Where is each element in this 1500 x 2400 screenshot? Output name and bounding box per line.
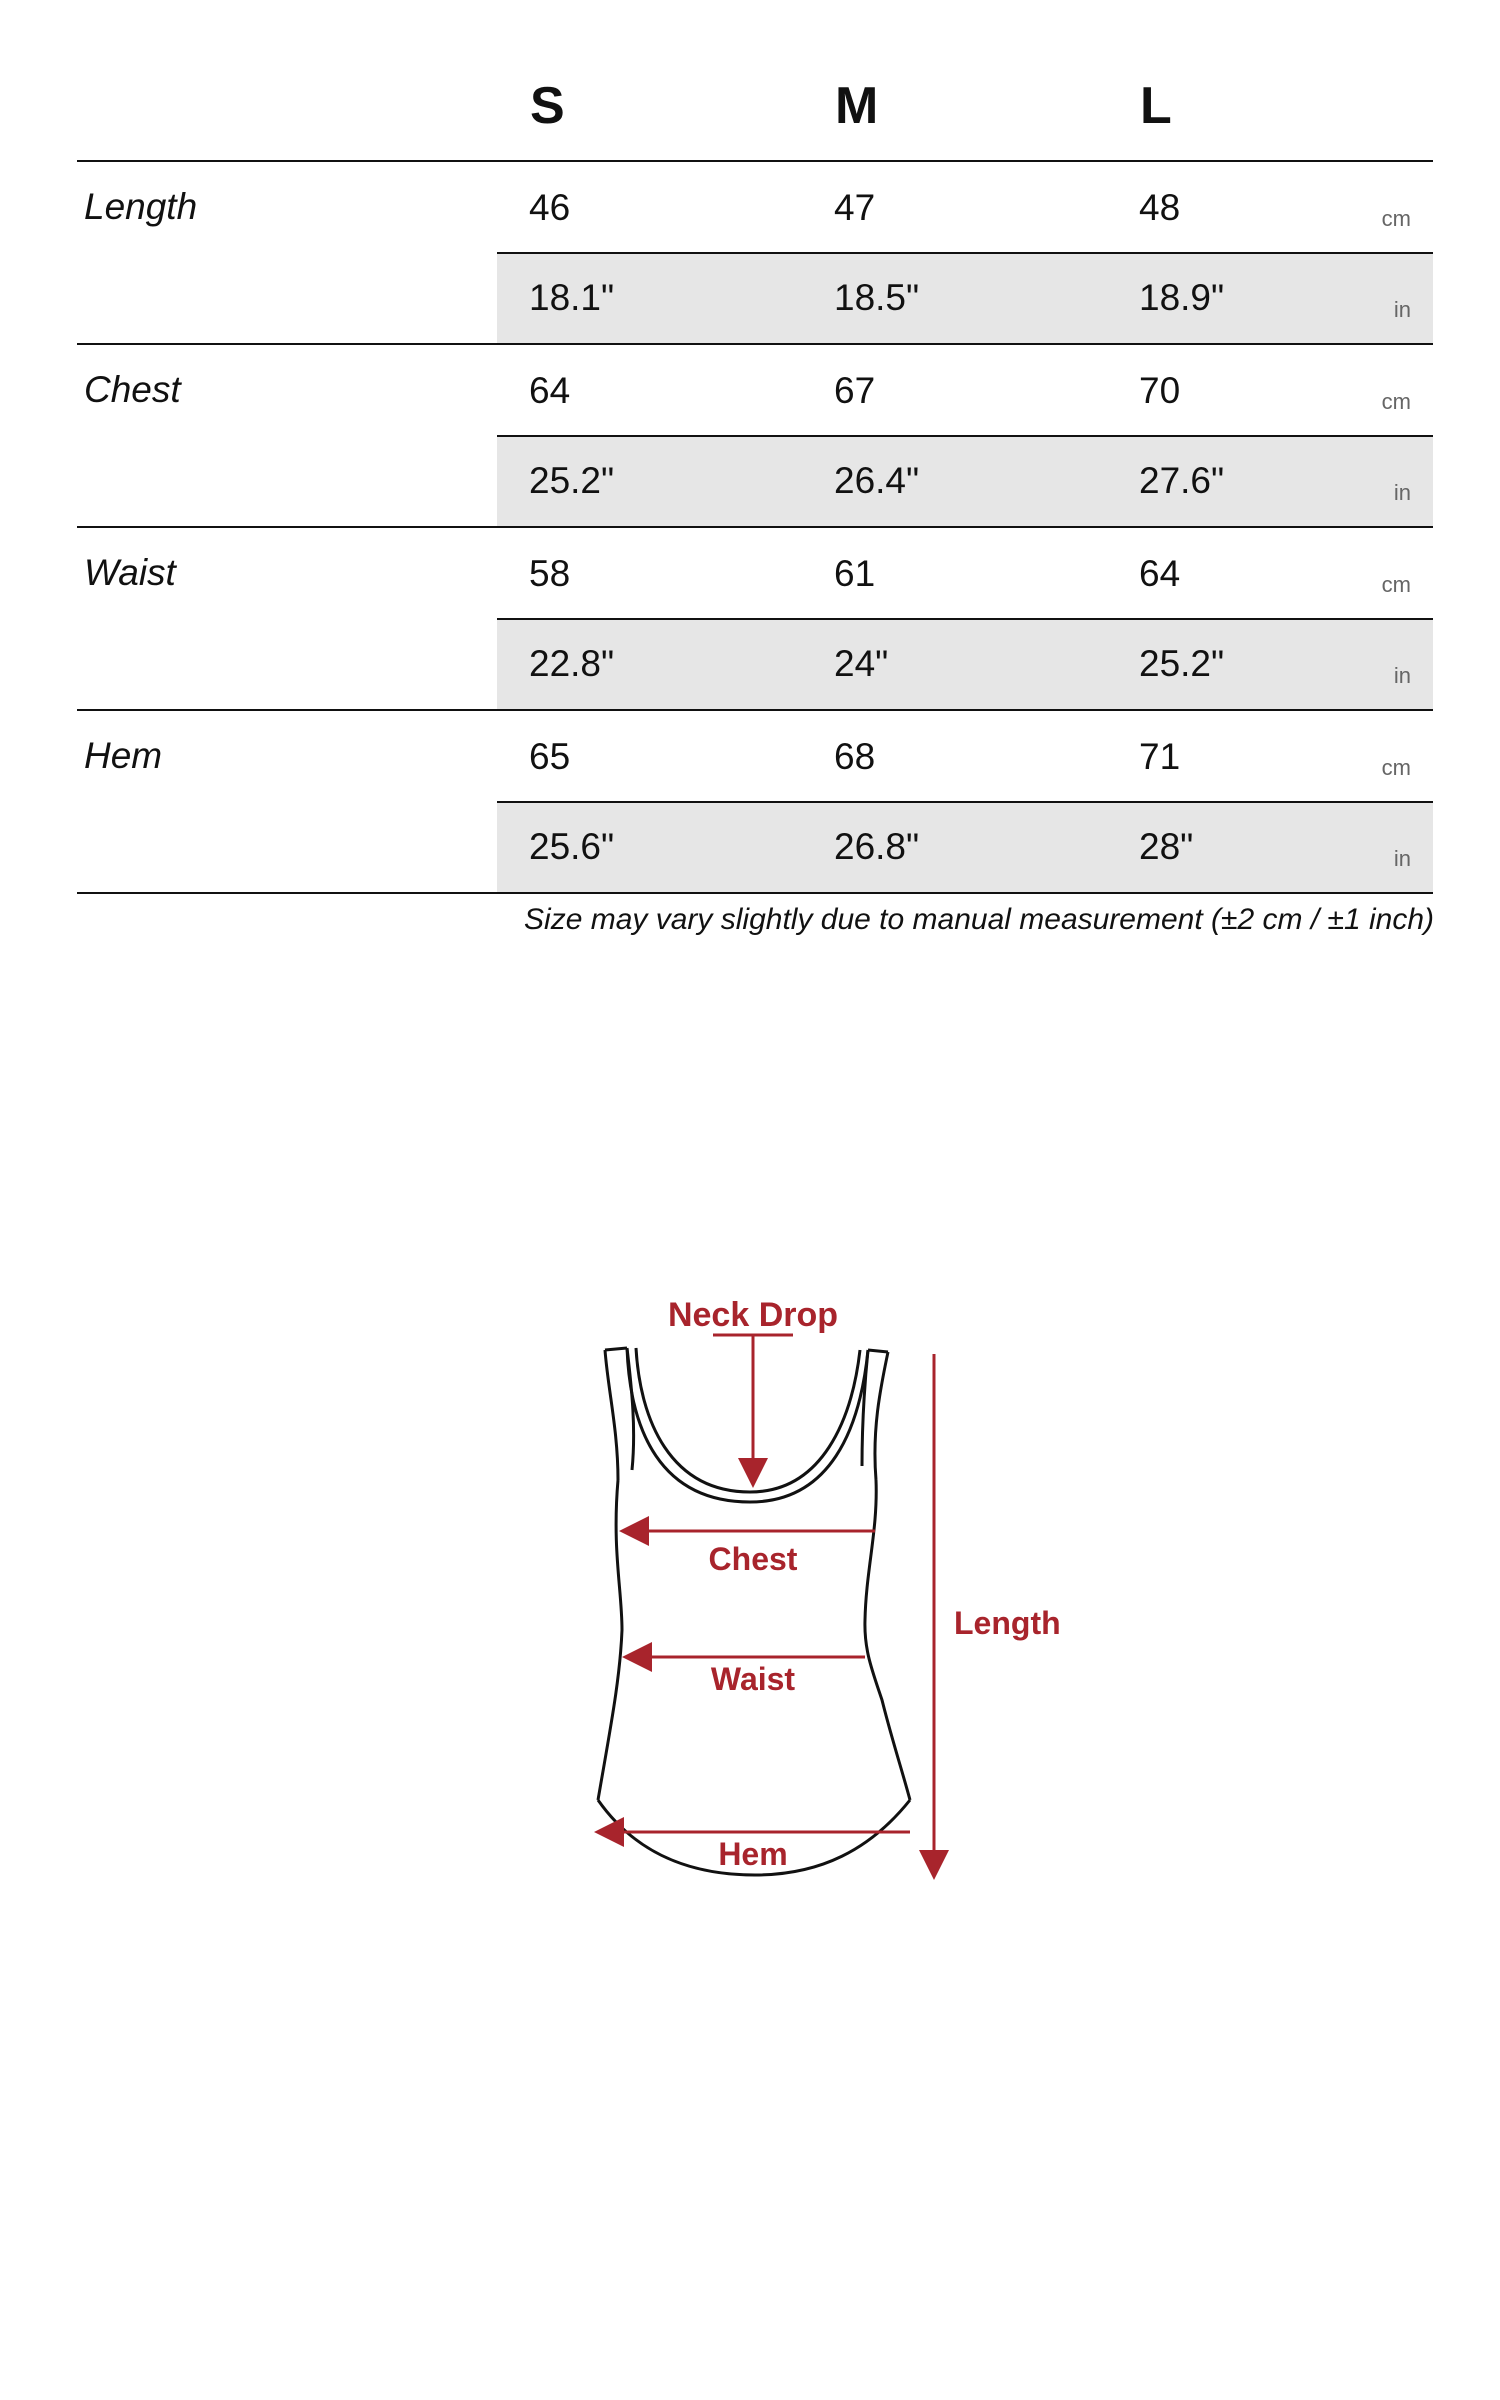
unit-cm-label: cm bbox=[1381, 206, 1411, 231]
measurement-label: Chest bbox=[84, 369, 181, 410]
size-chart-table bbox=[77, 70, 1433, 894]
value-l-in: 18.9" bbox=[1139, 277, 1225, 318]
measurement-hem bbox=[77, 709, 1433, 892]
value-s-in: 22.8" bbox=[529, 643, 615, 684]
neck-drop-label: Neck Drop bbox=[667, 1296, 839, 1334]
value-l-cm: 71 bbox=[1139, 736, 1181, 777]
unit-in-label: in bbox=[1393, 480, 1411, 505]
value-l-in: 27.6" bbox=[1139, 460, 1225, 501]
value-s-cm: 58 bbox=[529, 553, 571, 594]
unit-in-label: in bbox=[1393, 846, 1411, 871]
measurement-length bbox=[77, 160, 1433, 343]
cm-row bbox=[497, 528, 1433, 617]
size-s-header: S bbox=[530, 77, 565, 135]
size-l-header: L bbox=[1140, 77, 1172, 135]
chest-label: Chest bbox=[708, 1541, 798, 1577]
value-m-cm: 67 bbox=[834, 370, 876, 411]
value-s-in: 25.2" bbox=[529, 460, 615, 501]
measurement-note: Size may vary slightly due to manual measurement (±2 cm / ±1 inch) bbox=[524, 903, 1434, 936]
tank-top-svg bbox=[560, 1270, 1120, 1910]
value-l-in: 25.2" bbox=[1139, 643, 1225, 684]
measurement-label: Waist bbox=[84, 552, 176, 593]
tank-top-diagram bbox=[560, 1270, 1120, 1910]
value-m-cm: 47 bbox=[834, 187, 876, 228]
inch-row bbox=[497, 252, 1433, 343]
value-s-cm: 65 bbox=[529, 736, 571, 777]
size-m-header: M bbox=[835, 77, 879, 135]
value-s-cm: 64 bbox=[529, 370, 571, 411]
cm-row bbox=[497, 345, 1433, 434]
measurement-waist bbox=[77, 526, 1433, 709]
value-l-cm: 70 bbox=[1139, 370, 1181, 411]
inch-row bbox=[497, 435, 1433, 526]
inch-row bbox=[497, 618, 1433, 709]
table-bottom-rule bbox=[77, 892, 1433, 894]
cm-row bbox=[497, 711, 1433, 800]
unit-in-label: in bbox=[1393, 663, 1411, 688]
value-s-cm: 46 bbox=[529, 187, 571, 228]
value-s-in: 25.6" bbox=[529, 826, 615, 867]
cm-row bbox=[497, 162, 1433, 251]
value-l-cm: 48 bbox=[1139, 187, 1181, 228]
value-m-in: 26.4" bbox=[834, 460, 920, 501]
size-header-row bbox=[77, 70, 1433, 160]
value-l-in: 28" bbox=[1139, 826, 1194, 867]
measurement-chest bbox=[77, 343, 1433, 526]
value-m-in: 26.8" bbox=[834, 826, 920, 867]
unit-in-label: in bbox=[1393, 297, 1411, 322]
value-m-cm: 61 bbox=[834, 553, 876, 594]
value-s-in: 18.1" bbox=[529, 277, 615, 318]
value-m-in: 24" bbox=[834, 643, 889, 684]
measurement-label: Hem bbox=[84, 735, 163, 776]
waist-label: Waist bbox=[710, 1661, 796, 1697]
value-l-cm: 64 bbox=[1139, 553, 1181, 594]
value-m-cm: 68 bbox=[834, 736, 876, 777]
unit-cm-label: cm bbox=[1381, 389, 1411, 414]
unit-cm-label: cm bbox=[1381, 755, 1411, 780]
measurement-label: Length bbox=[84, 186, 198, 227]
inch-row bbox=[497, 801, 1433, 892]
unit-cm-label: cm bbox=[1381, 572, 1411, 597]
length-label: Length bbox=[954, 1605, 1061, 1641]
value-m-in: 18.5" bbox=[834, 277, 920, 318]
hem-label: Hem bbox=[718, 1836, 788, 1872]
